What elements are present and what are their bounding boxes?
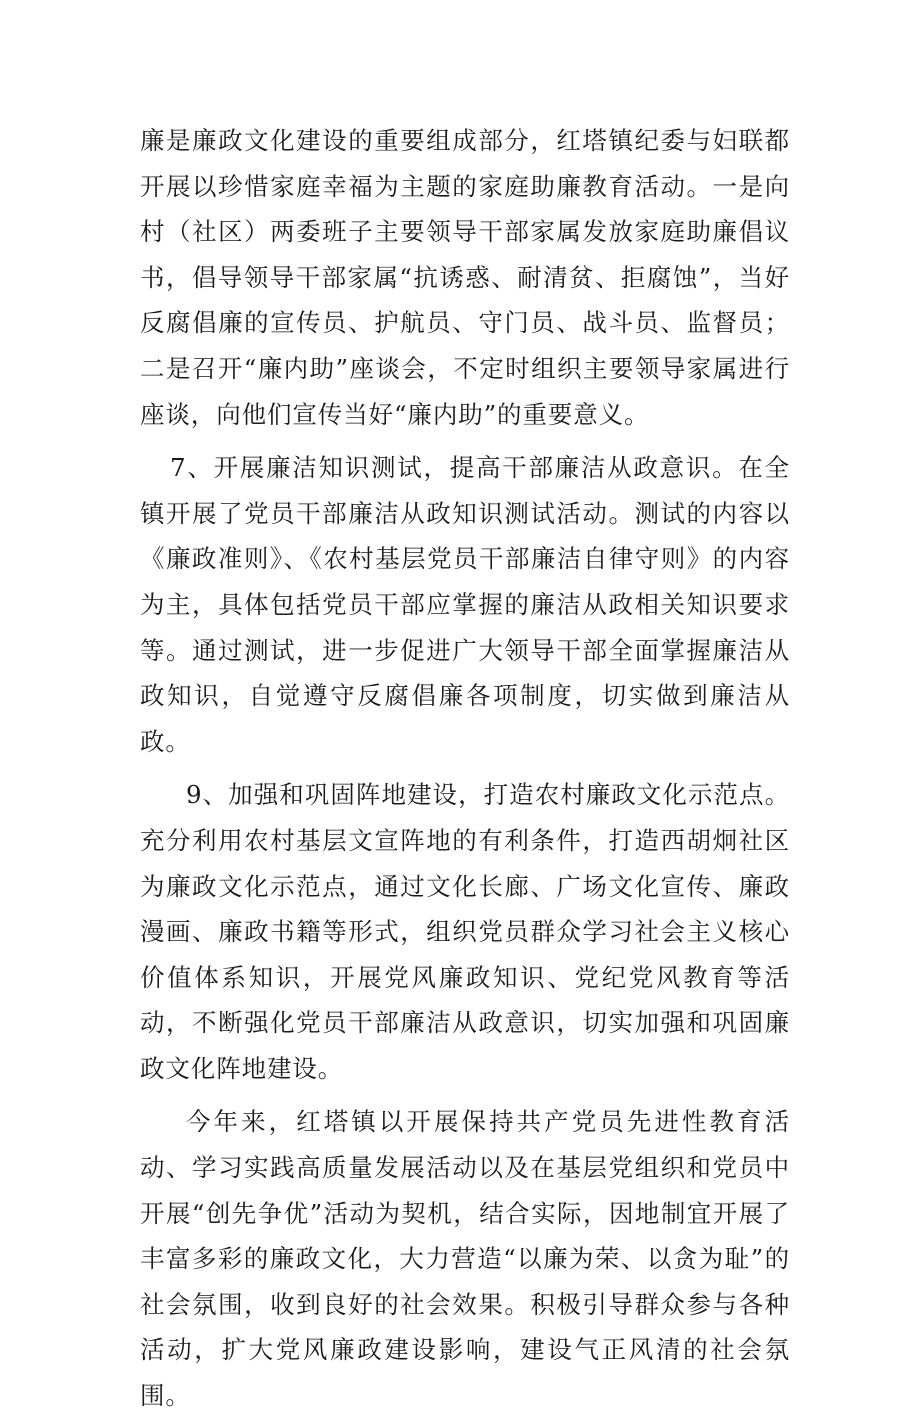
document-body (140, 118, 790, 1427)
paragraph-knowledge-test: 7、开展廉洁知识测试，提高干部廉洁从政意识。在全镇开展了党员干部廉洁从政知识测试活动。测试的内容以《廉政准则》、《农村基层党员干部廉洁自律守则》的内容为主，具体包括党员干部应掌握的廉洁从政相关知识要求等。通过测试，进一步促进广大领导干部全面掌握廉洁从政知识，自觉遵守反腐倡廉各项制度，切实做到廉洁从政。 (140, 453, 790, 756)
paragraph-summary: 今年来，红塔镇以开展保持共产党员先进性教育活动、学习实践高质量发展活动以及在基层党组织和党员中开展“创先争优”活动为契机，结合实际，因地制宜开展了丰富多彩的廉政文化，大力营造“以廉为荣、以贪为耻”的社会氛围，收到良好的社会效果。积极引导群众参与各种活动，扩大党风廉政建设影响，建设气正风清的社会氛围。 (140, 1107, 790, 1411)
paragraph-family-anti-corruption: 廉是廉政文化建设的重要组成部分，红塔镇纪委与妇联都开展以珍惜家庭幸福为主题的家庭助廉教育活动。一是向村（社区）两委班子主要领导干部家属发放家庭助廉倡议书，倡导领导干部家属“抗诱惑、耐清贫、拒腐蚀”，当好反腐倡廉的宣传员、护航员、守门员、战斗员、监督员；二是召开“廉内助”座谈会，不定时组织主要领导家属进行座谈，向他们宣传当好“廉内助”的重要意义。 (140, 126, 790, 429)
paragraph-position-building: 9、加强和巩固阵地建设，打造农村廉政文化示范点。充分利用农村基层文宣阵地的有利条件，打造西胡炯社区为廉政文化示范点，通过文化长廊、广场文化宣传、廉政漫画、廉政书籍等形式，组织党员群众学习社会主义核心价值体系知识，开展党风廉政知识、党纪党风教育等活动，不断强化党员干部廉洁从政意识，切实加强和巩固廉政文化阵地建设。 (140, 780, 790, 1083)
